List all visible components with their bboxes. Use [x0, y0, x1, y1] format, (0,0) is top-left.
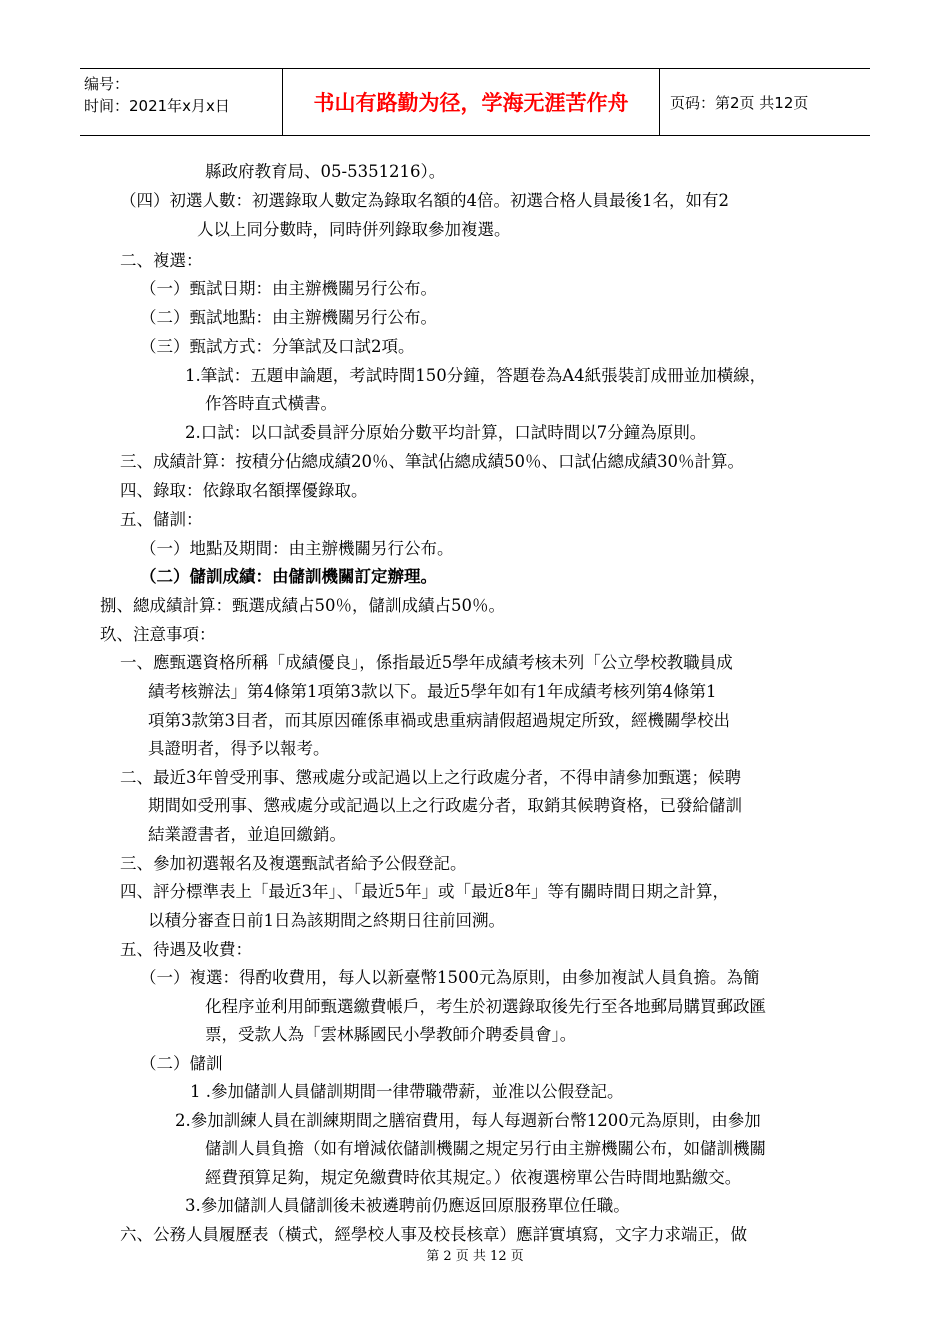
text-line: 人以上同分數時，同時併列錄取參加複選。	[197, 220, 511, 239]
page-footer: 第 2 页 共 12 页	[426, 1249, 524, 1264]
section-heading: 玖、注意事項：	[100, 625, 216, 644]
text-line: 三、參加初選報名及複選甄試者給予公假登記。	[120, 854, 467, 873]
header-motto: 书山有路勤为径，学海无涯苦作舟	[283, 69, 660, 135]
text-line: 作答時直式橫書。	[205, 394, 337, 413]
text-line: 化程序並利用師甄選繳費帳戶，考生於初選錄取後先行至各地郵局購買郵政匯	[205, 997, 766, 1016]
text-line: 2.口試：以口試委員評分原始分數平均計算，口試時間以7分鐘為原則。	[185, 423, 707, 442]
text-line: 四、錄取：依錄取名額擇優錄取。	[120, 481, 368, 500]
text-line: 1.筆試：五題申論題，考試時間150分鐘，答題卷為A4紙張裝訂成冊並加橫線，	[185, 366, 767, 385]
text-line: 3.參加儲訓人員儲訓後未被遴聘前仍應返回原服務單位任職。	[185, 1196, 630, 1215]
text-line: 二、最近3年曾受刑事、懲戒處分或記過以上之行政處分者，不得申請參加甄選；候聘	[120, 768, 741, 787]
section-heading: 捌、總成績計算：甄選成績占50％，儲訓成績占50％。	[100, 596, 505, 615]
text-line: （二）甄試地點：由主辦機關另行公布。	[140, 308, 437, 327]
text-line: 2.參加訓練人員在訓練期間之膳宿費用，每人每週新台幣1200元為原則，由參加	[175, 1111, 761, 1130]
text-line: 期間如受刑事、懲戒處分或記過以上之行政處分者，取銷其候聘資格，已發給儲訓	[148, 796, 742, 815]
text-line: 一、應甄選資格所稱「成績優良」，係指最近5學年成績考核未列「公立學校教職員成	[120, 653, 733, 672]
header-date: 时间：2021年x月x日	[84, 97, 230, 115]
text-line: 項第3款第3目者，而其原因確係車禍或患重病請假超過規定所致，經機關學校出	[148, 711, 730, 730]
text-line: 三、成績計算：按積分佔總成績20％、筆試佔總成績50％、口試佔總成績30％計算。	[120, 452, 744, 471]
header-number: 编号：	[84, 75, 130, 93]
text-line: 具證明者，得予以報考。	[148, 739, 330, 758]
text-line: 縣政府教育局、05-5351216）。	[205, 162, 446, 181]
text-line: 儲訓人員負擔（如有增減依儲訓機關之規定另行由主辦機關公布，如儲訓機關	[205, 1139, 766, 1158]
text-line: 六、公務人員履歷表（橫式，經學校人事及校長核章）應詳實填寫，文字力求端正，做	[120, 1225, 747, 1244]
text-line: 1 .參加儲訓人員儲訓期間一律帶職帶薪，並准以公假登記。	[190, 1082, 624, 1101]
text-line: （三）甄試方式：分筆試及口試2項。	[140, 337, 415, 356]
text-line: 四、評分標準表上「最近3年」、「最近5年」或「最近8年」等有關時間日期之計算，	[120, 882, 729, 901]
text-line: （一）甄試日期：由主辦機關另行公布。	[140, 279, 437, 298]
header-meta	[80, 69, 283, 135]
text-line: （一）地點及期間：由主辦機關另行公布。	[140, 539, 454, 558]
section-heading: 二、複選：	[120, 251, 203, 270]
text-line: 經費預算足夠，規定免繳費時依其規定。）依複選榜單公告時間地點繳交。	[205, 1168, 742, 1187]
page-header	[80, 68, 870, 136]
text-line: 以積分審查日前1日為該期間之終期日往前回溯。	[148, 911, 505, 930]
text-line: 結業證書者，並追回繳銷。	[148, 825, 346, 844]
text-line: 票，受款人為「雲林縣國民小學教師介聘委員會」。	[205, 1025, 577, 1044]
header-page-number: 页码：第2页 共12页	[670, 93, 809, 112]
text-line: （四）初選人數：初選錄取人數定為錄取名額的4倍。初選合格人員最後1名，如有2	[120, 191, 729, 210]
text-line: 績考核辦法」第4條第1項第3款以下。最近5學年如有1年成績考核列第4條第1	[148, 682, 717, 701]
section-heading: 五、待遇及收費：	[120, 940, 252, 959]
text-line: （二）儲訓	[140, 1054, 223, 1073]
section-heading: 五、儲訓：	[120, 510, 203, 529]
text-line-bold: （二）儲訓成績：由儲訓機關訂定辦理。	[140, 567, 437, 586]
text-line: （一）複選：得酌收費用，每人以新臺幣1500元為原則，由參加複試人員負擔。為簡	[140, 968, 760, 987]
